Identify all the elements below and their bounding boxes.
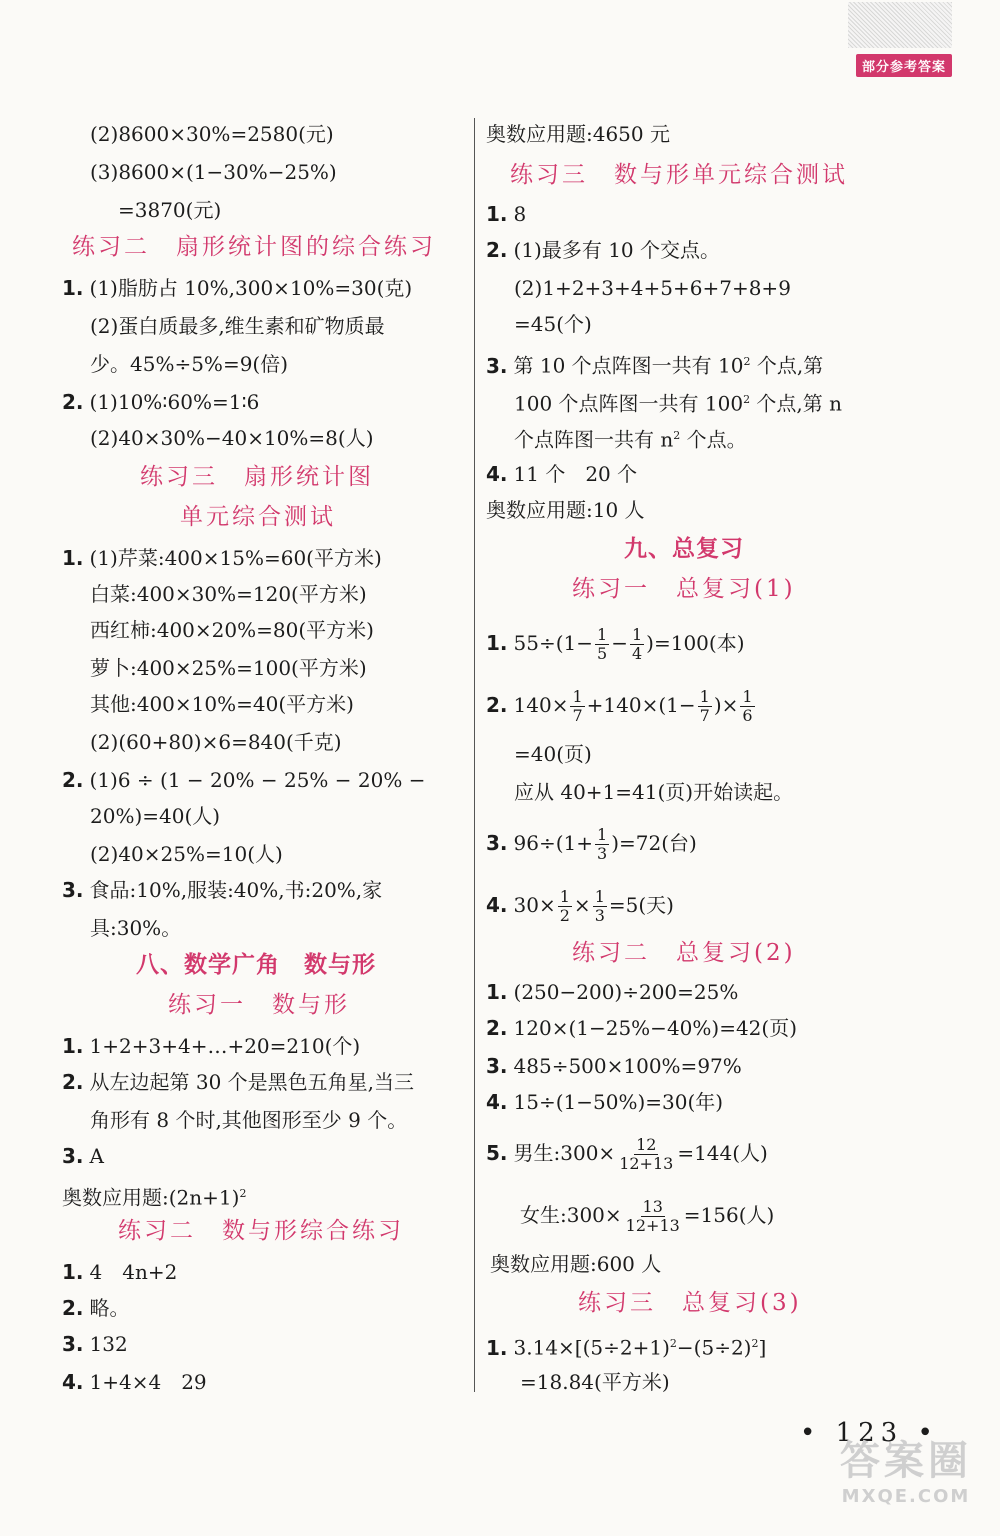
answer-line: (2)(60+80)×6=840(千克)	[90, 730, 342, 754]
answer-line: 3. 第 10 个点阵图一共有 $10^2$ 个点,第	[486, 353, 824, 378]
answer-line: 4. 30× $\frac{1}{2}$ × $\frac{1}{3}$ =5(天)	[486, 887, 674, 925]
page-number: • 123 •	[800, 1418, 939, 1448]
answer-line: 100 个点阵图一共有 $100^2$ 个点,第 n	[514, 391, 843, 416]
section-heading: 练习二 扇形统计图的综合练习	[72, 234, 436, 260]
answer-line: 1. (1)芹菜:400×15%=60(平方米)	[62, 546, 382, 570]
section-heading: 练习二 总复习(2)	[572, 940, 796, 966]
answer-line: 5. 男生:300× $\frac{12}{12+13}$ =144(人)	[486, 1135, 768, 1173]
answer-line: (2)40×25%=10(人)	[90, 842, 283, 866]
section-heading: 练习三 总复习(3)	[578, 1290, 802, 1316]
section-tag: 部分参考答案	[856, 54, 952, 77]
section-heading: 单元综合测试	[180, 504, 336, 530]
answer-line: 2. 从左边起第 30 个是黑色五角星,当三	[62, 1070, 415, 1094]
answer-line: 奥数应用题:10 人	[486, 498, 645, 522]
answer-line: 3. 485÷500×100%=97%	[486, 1054, 742, 1078]
answer-line: 奥数应用题:600 人	[490, 1252, 662, 1276]
answer-line: (3)8600×(1−30%−25%)	[90, 160, 337, 184]
answer-line: 1. (250−200)÷200=25%	[486, 980, 739, 1004]
answer-line: 女生:300× $\frac{13}{12+13}$ =156(人)	[520, 1197, 775, 1235]
answer-line: 2. 120×(1−25%−40%)=42(页)	[486, 1016, 798, 1040]
answer-line: 少。45%÷5%=9(倍)	[90, 352, 289, 376]
chapter-heading: 八、数学广角 数与形	[136, 952, 376, 978]
answer-line: =3870(元)	[118, 198, 222, 222]
answer-line: (2)1+2+3+4+5+6+7+8+9	[514, 276, 791, 300]
answer-line: 2. (1)6 ÷ (1 − 20% − 25% − 20% −	[62, 768, 426, 792]
answer-line: 2. (1)10%∶60%=1∶6	[62, 390, 260, 414]
answer-line: =18.84(平方米)	[520, 1370, 670, 1394]
answer-line: 3. A	[62, 1144, 104, 1168]
answer-line: 奥数应用题:4650 元	[486, 122, 670, 146]
answer-line: 应从 40+1=41(页)开始读起。	[514, 780, 794, 804]
answer-line: 4. 1+4×4 29	[62, 1370, 207, 1394]
answer-line: 1. 1+2+3+4+…+20=210(个)	[62, 1034, 361, 1058]
answer-line: 角形有 8 个时,其他图形至少 9 个。	[90, 1108, 408, 1132]
answer-line: 西红柿:400×20%=80(平方米)	[90, 618, 374, 642]
section-heading: 练习一 数与形	[168, 992, 350, 1018]
answer-line: 3. 132	[62, 1332, 128, 1356]
answer-line: 1. $3.14\times[(5\div 2+1)^2-(5\div 2)^2]$	[486, 1335, 767, 1360]
answer-line: 4. 11 个 20 个	[486, 462, 638, 486]
answer-line: 4. 15÷(1−50%)=30(年)	[486, 1090, 724, 1114]
section-heading: 练习三 数与形单元综合测试	[510, 162, 848, 188]
answer-line: 白菜:400×30%=120(平方米)	[90, 582, 367, 606]
answer-line: 1. 4 4n+2	[62, 1260, 178, 1284]
answer-line: 1. (1)脂肪占 10%,300×10%=30(克)	[62, 276, 413, 300]
answer-line: 个点阵图一共有 $n^2$ 个点。	[514, 427, 747, 452]
answer-line: 3. 食品:10%,服装:40%,书:20%,家	[62, 878, 383, 902]
answer-line: (2)8600×30%=2580(元)	[90, 122, 334, 146]
answer-line: 具:30%。	[90, 916, 182, 940]
answer-line: 3. 96÷(1+ $\frac{1}{3}$ )=72(台)	[486, 825, 697, 863]
answer-line: 萝卜:400×25%=100(平方米)	[90, 656, 367, 680]
corner-noise	[848, 2, 952, 48]
answer-line: 其他:400×10%=40(平方米)	[90, 692, 354, 716]
answer-line: (2)蛋白质最多,维生素和矿物质最	[90, 314, 385, 338]
section-heading: 练习三 扇形统计图	[140, 464, 374, 490]
answer-line: 20%)=40(人)	[90, 804, 221, 828]
section-heading: 练习一 总复习(1)	[572, 576, 796, 602]
answer-line: =40(页)	[514, 742, 592, 766]
section-heading: 练习二 数与形综合练习	[118, 1218, 404, 1244]
answer-line: =45(个)	[514, 312, 592, 336]
answer-line: 1. 55÷(1− $\frac{1}{5}$ − $\frac{1}{4}$ )=100(本)	[486, 625, 745, 663]
answer-line: 1. 8	[486, 202, 527, 226]
answer-line: 2. 略。	[62, 1296, 130, 1320]
watermark-logo: 答案圈 MXQE.COM	[840, 1438, 972, 1507]
answer-line: (2)40×30%−40×10%=8(人)	[90, 426, 374, 450]
chapter-heading: 九、总复习	[624, 536, 744, 562]
answer-line: 2. 140× $\frac{1}{7}$ +140×(1− $\frac{1}{7}$ )× $\frac{1}{6}$	[486, 687, 753, 725]
column-divider	[474, 118, 475, 1392]
answer-line: 奥数应用题$:(2n+1)^2$	[62, 1185, 247, 1210]
answer-line: 2. (1)最多有 10 个交点。	[486, 238, 721, 262]
